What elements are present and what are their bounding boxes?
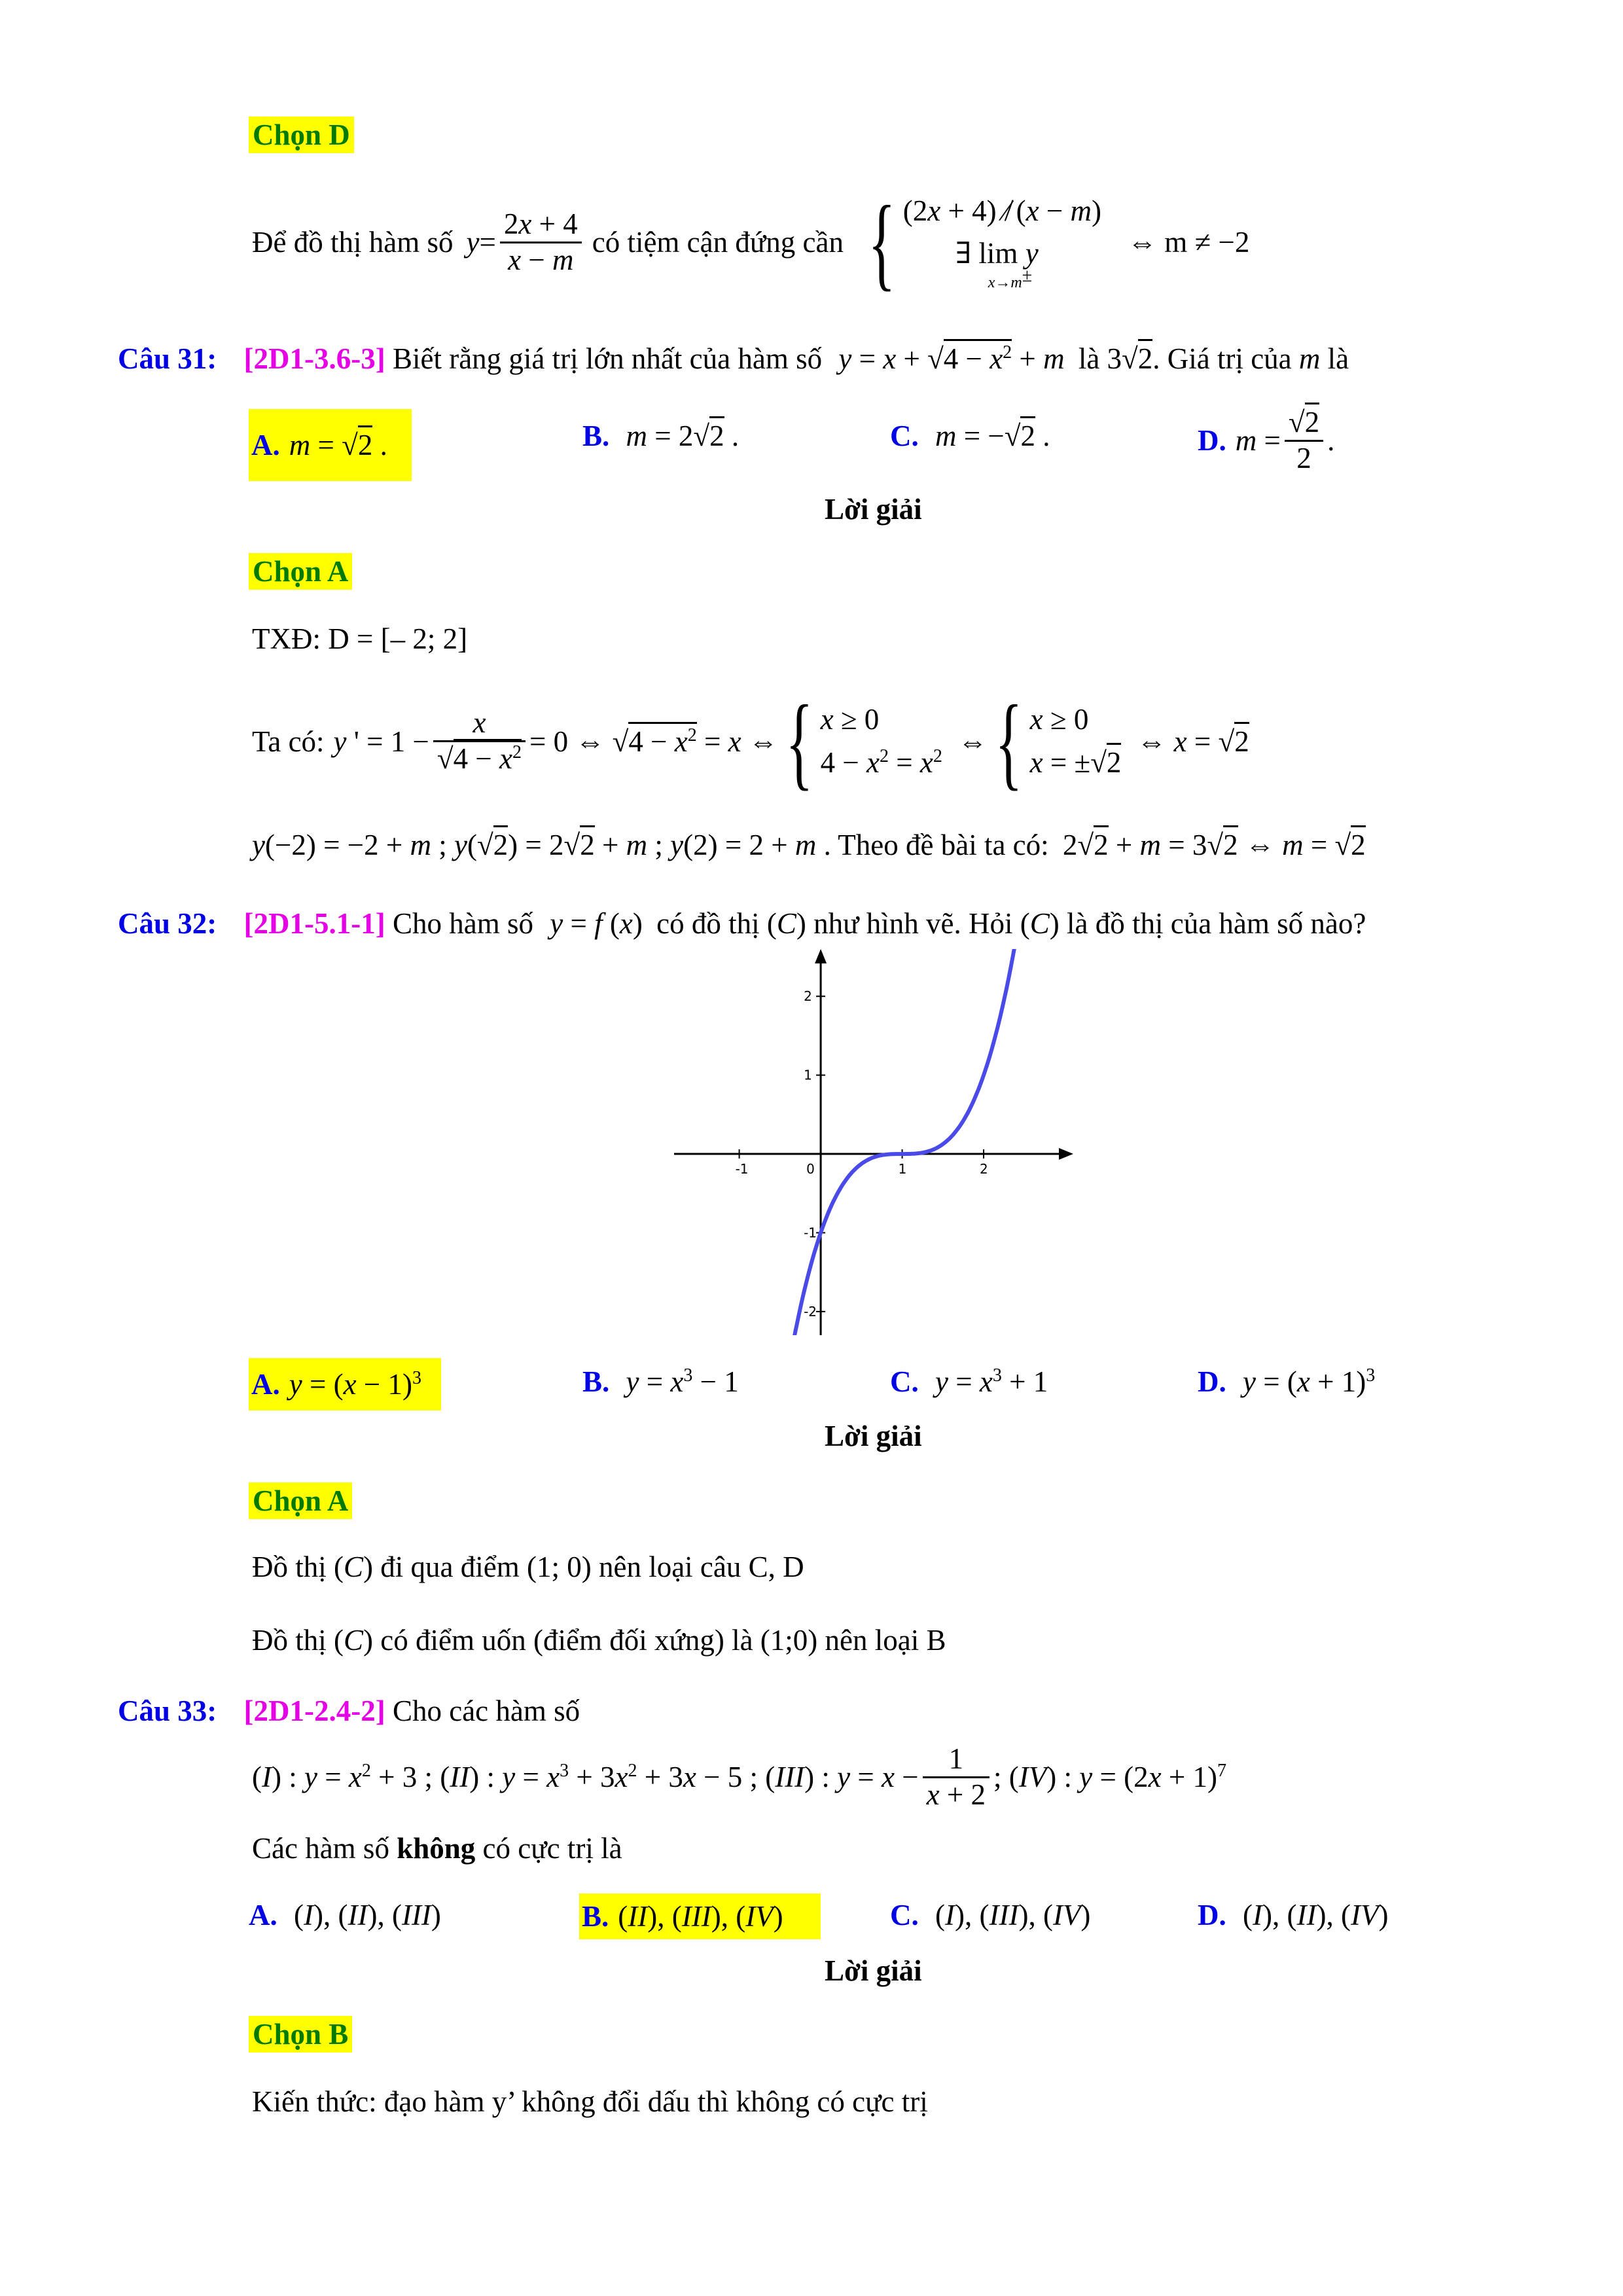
q33-option-d-label: D. (1198, 1899, 1226, 1931)
q30-fraction: $\frac{2x + 4}{x - m}$ (500, 207, 582, 278)
q31-text-end: . Giá trị của (1152, 342, 1292, 375)
q33-question-b: không (397, 1832, 476, 1865)
q33-option-b-label: B. (582, 1900, 609, 1933)
q31-option-a[interactable]: A. m = √2 . (249, 409, 412, 481)
q31-text: Biết rằng giá trị lớn nhất của hàm số (392, 342, 823, 375)
q32-line1-c: nên loại câu C, D (598, 1551, 804, 1583)
q33-option-c[interactable]: C. (I), (III), (IV) (890, 1899, 1091, 1931)
q32-text4: là đồ thị của hàm số nào? (1067, 907, 1366, 940)
q32-chon-label: Chọn A (249, 1482, 352, 1519)
q30-text-prefix: Để đồ thị hàm số (252, 226, 454, 259)
q32-text3: như hình vẽ. Hỏi (813, 907, 1013, 940)
q32-option-b-label: B. (582, 1365, 610, 1398)
q32-header: Câu 32: [2D1-5.1-1] Cho hàm số y = f (x) có đồ thị (C) như hình vẽ. Hỏi (C) là đồ thị của hàm số nào? (118, 907, 1366, 940)
q31-derivative-line: Ta có: y ' = 1 − $\frac{x}{√4 - x^2}$ = 0 ⇔ $√4 - x^2 = x$ ⇔ { x ≥ 0 $4 - x^2 = x^2$ ⇔ { x ≥ 0 x = ±√2 ⇔ x = √2 (252, 683, 1249, 800)
q33-text: Cho các hàm số (392, 1695, 580, 1727)
q31-option-d[interactable]: D. m = $\frac{√2}{2}$ . (1198, 398, 1334, 483)
x-axis-arrow (1059, 1148, 1073, 1160)
q31-option-a-label: A. (251, 429, 280, 461)
q33-option-c-label: C. (890, 1899, 919, 1931)
x-tick-label: 2 (980, 1161, 988, 1177)
q31-loi-giai: Lời giải (825, 493, 922, 526)
q31-header: Câu 31: [2D1-3.6-3] Biết rằng giá trị lớn nhất của hàm số $y = x + √4 - x^2 + m$ là 3√2. Giá trị của m là (118, 342, 1349, 376)
y-tick-label: -1 (804, 1225, 817, 1241)
q31-option-d-label: D. (1198, 424, 1226, 457)
q32-option-d[interactable]: D. $y = (x + 1)^3$ (1198, 1365, 1376, 1398)
q33-option-d[interactable]: D. (I), (II), (IV) (1198, 1899, 1389, 1931)
q32-option-c[interactable]: C. $y = x^3 + 1$ (890, 1365, 1048, 1398)
q32-number: Câu 32: (118, 907, 217, 940)
q31-option-c-label: C. (890, 420, 919, 452)
q32-option-b[interactable]: B. $y = x^3 - 1$ (582, 1365, 739, 1398)
q33-loi-giai: Lời giải (825, 1954, 922, 1987)
q33-functions-line: (I) : $y = x^2 + 3$ ; (II) : $y = x^3 + 3x^2 + 3x - 5$ ; (III) : y = x − $\frac{1}{x + 2}$ ; (IV) : $y = (2x + 1)^7$ (252, 1742, 1226, 1811)
q31-chon-label: Chọn A (249, 553, 352, 590)
q31-option-b-label: B. (582, 420, 610, 452)
x-tick-label: 1 (898, 1161, 907, 1177)
q32-line1-b: đi qua điểm (380, 1551, 520, 1583)
q31-theo: . Theo đề bài ta có: (823, 829, 1049, 861)
curve-line (793, 949, 1016, 1335)
q33-kien-thuc: Kiến thức: đạo hàm y’ không đổi dấu thì không có cực trị (252, 2085, 928, 2118)
q32-tag: [2D1-5.1-1] (243, 907, 385, 940)
q33-number: Câu 33: (118, 1695, 217, 1727)
q30-result: ⇔ m ≠ −2 (1128, 226, 1250, 259)
q32-graph (674, 949, 1073, 1335)
q32-option-a-label: A. (251, 1368, 280, 1401)
q33-option-b[interactable]: B. (II), (III), (IV) (579, 1893, 821, 1939)
y-axis-arrow (815, 949, 827, 963)
q32-line1-a: Đồ thị (252, 1551, 327, 1583)
q31-values-line: y(−2) = −2 + m ; y(√2) = 2√2 + m ; y(2) = 2 + m . Theo đề bài ta có: 2√2 + m = 3√2 ⇔ m = √2 (252, 828, 1366, 862)
q33-question-a: Các hàm số (252, 1832, 389, 1865)
q33-question (252, 1831, 622, 1865)
q32-line2-a: Đồ thị (252, 1624, 327, 1657)
q31-number: Câu 31: (118, 342, 217, 375)
q31-option-c[interactable]: C. m = −√2 . (890, 419, 1050, 453)
q33-option-a-label: A. (249, 1899, 277, 1931)
y-tick-label: -2 (804, 1303, 817, 1319)
q32-option-a[interactable]: A. $y = (x - 1)^3$ (249, 1358, 441, 1410)
q32-text1: Cho hàm số (392, 907, 533, 940)
q33-question-c: có cực trị là (482, 1832, 622, 1865)
q30-condition-system: (2x + 4) ⁄̸ (x − m) ∃ lim y x→m± (902, 194, 1101, 292)
q32-solution-line2: Đồ thị (C) có điểm uốn (điểm đối xứng) là (1;0) nên loại B (252, 1624, 946, 1657)
q33-option-a[interactable]: A. (I), (II), (III) (249, 1899, 441, 1931)
q33-header (118, 1694, 580, 1728)
q33-chon-label: Chọn B (249, 2016, 352, 2053)
q30-chon-label: Chọn D (249, 117, 354, 153)
q31-text-end2: là (1327, 342, 1349, 375)
q33-tag: [2D1-2.4-2] (243, 1695, 385, 1727)
q32-text2: có đồ thị (656, 907, 760, 940)
q32-solution-line1: Đồ thị (C) đi qua điểm (1; 0) nên loại câu C, D (252, 1551, 804, 1583)
q30-text-mid: có tiệm cận đứng cần (592, 226, 844, 259)
q32-line2-b: có điểm uốn (điểm đối xứng) là (1;0) nên loại B (380, 1624, 946, 1657)
y-tick-label: 2 (804, 988, 812, 1005)
q31-tag: [2D1-3.6-3] (243, 342, 385, 375)
q31-text-mid: là (1078, 342, 1100, 375)
q32-loi-giai: Lời giải (825, 1420, 922, 1452)
q31-txd: TXĐ: D = [– 2; 2] (252, 622, 468, 655)
q31-option-b[interactable]: B. m = 2√2 . (582, 419, 739, 453)
q32-option-c-label: C. (890, 1365, 919, 1398)
x-tick-label: -1 (735, 1161, 749, 1177)
q31-ta-co: Ta có: (252, 725, 325, 758)
x-tick-label: 0 (806, 1161, 815, 1177)
q30-solution-line: Để đồ thị hàm số y = $\frac{2x + 4}{x - m}$ có tiệm cận đứng cần { (2x + 4) ⁄̸ (x − m) ∃ lim y x→m± ⇔ m ≠ −2 (252, 184, 1250, 300)
q32-option-d-label: D. (1198, 1365, 1226, 1398)
y-tick-label: 1 (804, 1067, 812, 1083)
